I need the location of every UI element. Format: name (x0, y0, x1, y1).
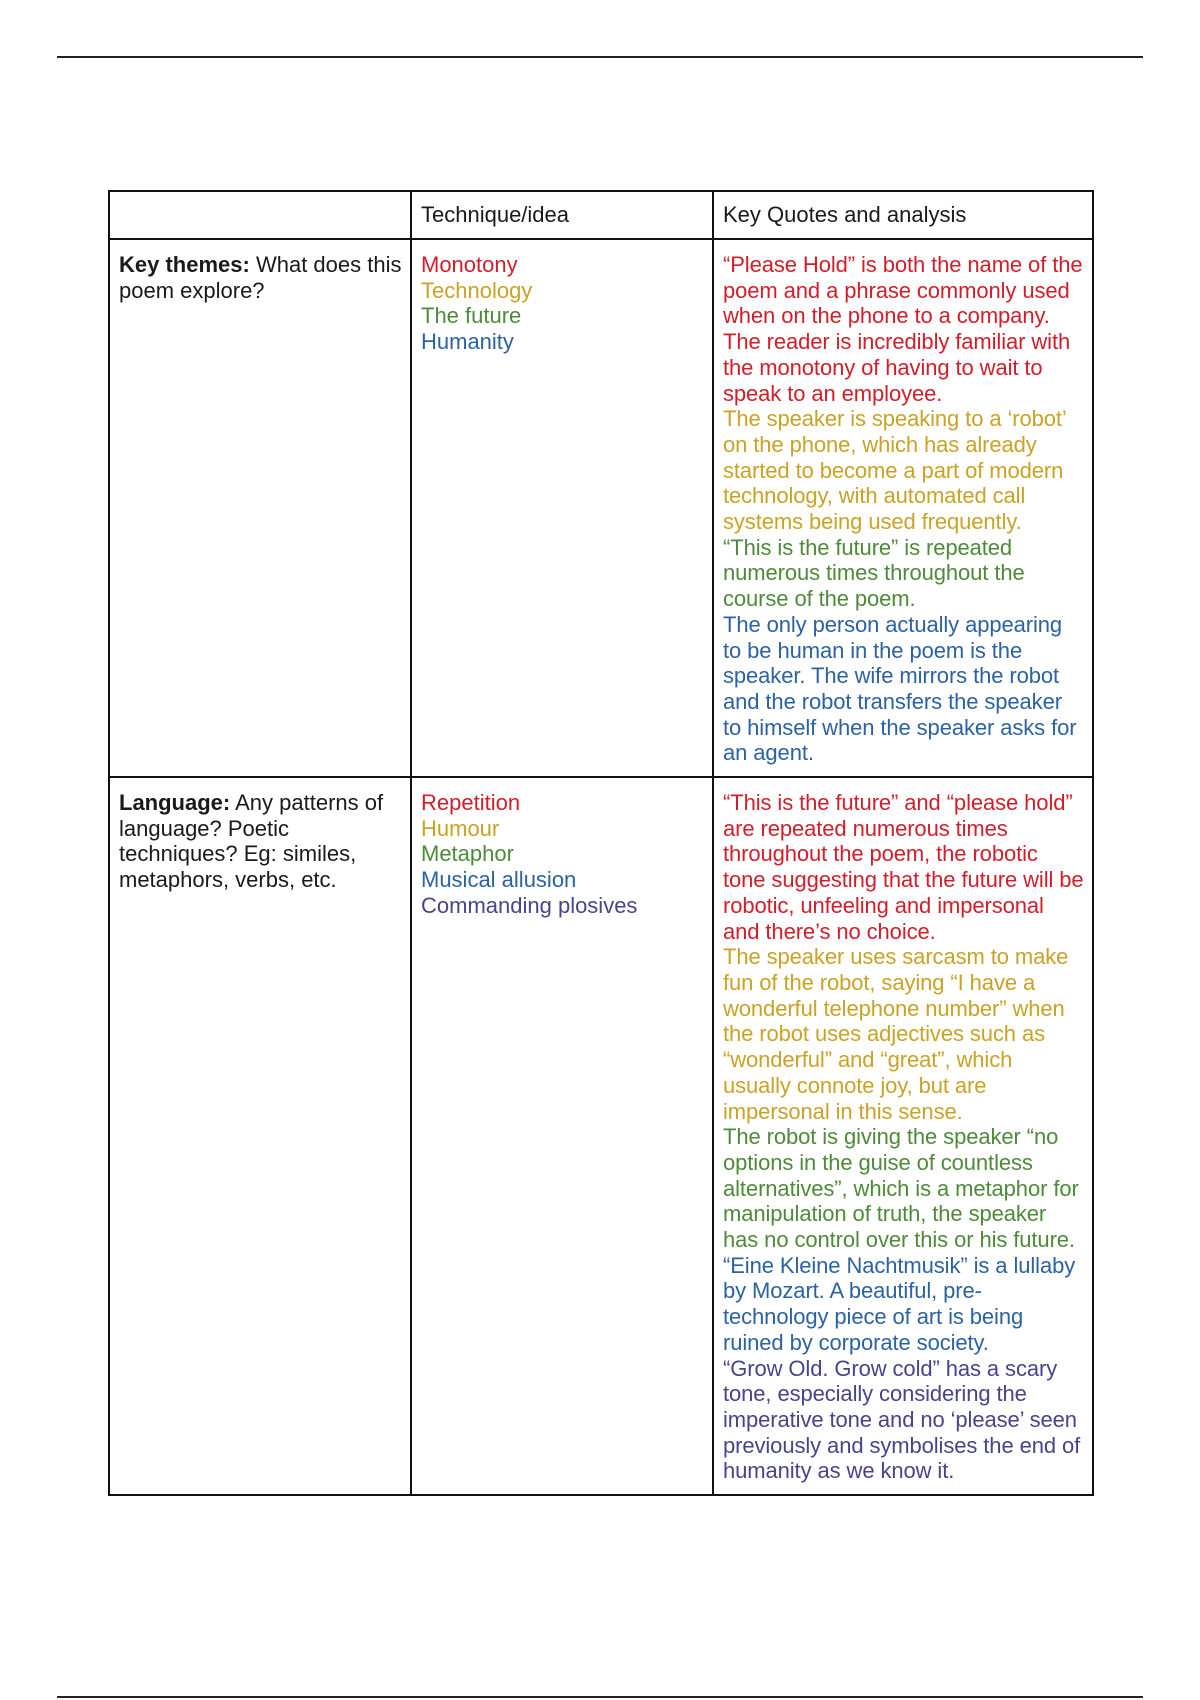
footer-rule (57, 1696, 1143, 1698)
analysis-paragraph: “This is the future” and “please hold” are repeated numerous times throughout the poem, the robotic tone suggesting that the future will be robotic, unfeeling and impersonal and there’s no choice. (723, 790, 1084, 944)
technique-item: Humanity (421, 329, 514, 355)
technique-item: Commanding plosives (421, 892, 638, 918)
analysis-cell (713, 777, 1093, 1495)
analysis-paragraph: The speaker uses sarcasm to make fun of the robot, saying “I have a wonderful telephone number” when the robot uses adjectives such as “wonderful” and “great”, which usually connote joy, but are impersonal in this sense. (723, 944, 1069, 1124)
analysis-paragraph: The only person actually appearing to be human in the poem is the speaker. The wife mirrors the robot and the robot transfers the speaker to himself when the speaker asks for an agent. (723, 611, 1077, 766)
technique-item: The future (421, 303, 522, 329)
technique-item: Repetition (421, 790, 521, 816)
technique-item: Monotony (421, 252, 518, 277)
header-cell-quotes: Key Quotes and analysis (713, 191, 1093, 239)
analysis-paragraph: “Grow Old. Grow cold” has a scary tone, especially considering the imperative tone and no ‘please’ seen previously and symbolises the end of humanity as we know it. (723, 1355, 1081, 1484)
analysis-paragraph: “This is the future” is repeated numerous times throughout the course of the poem. (723, 534, 1025, 612)
technique-item: Humour (421, 815, 500, 841)
analysis-cell (713, 239, 1093, 777)
row-label-language (109, 777, 411, 1495)
row-label-prompt: Any patterns of language? Poetic techniques? Eg: similes, metaphors, verbs, etc. (119, 790, 384, 893)
header-cell-technique: Technique/idea (411, 191, 713, 239)
row-label-bold: Key themes: (119, 252, 250, 277)
technique-item: Technology (421, 277, 533, 303)
analysis-table (108, 190, 1094, 1496)
row-label-prompt: What does this poem explore? (119, 252, 402, 303)
row-label-bold: Language: (119, 790, 231, 816)
row-label-key-themes (109, 239, 411, 777)
header-rule (57, 56, 1143, 58)
technique-item: Musical allusion (421, 867, 577, 893)
technique-list (411, 239, 713, 777)
analysis-paragraph: The robot is giving the speaker “no options in the guise of countless alternatives”, which is a metaphor for manipulation of truth, the speaker has no control over this or his future. (723, 1124, 1079, 1253)
table-header-row (109, 191, 1093, 239)
table-row-language (109, 777, 1093, 1495)
technique-item: Metaphor (421, 841, 514, 867)
table-row-key-themes (109, 239, 1093, 777)
technique-list (411, 777, 713, 1495)
analysis-paragraph: “Eine Kleine Nachtmusik” is a lullaby by Mozart. A beautiful, pre-technology piece of art is being ruined by corporate society. (723, 1252, 1076, 1355)
header-cell-blank (109, 191, 411, 239)
analysis-paragraph: The speaker is speaking to a ‘robot’ on the phone, which has already started to become a part of modern technology, with automated call systems being used frequently. (723, 406, 1066, 535)
analysis-paragraph: “Please Hold” is both the name of the poem and a phrase commonly used when on the phone to a company. The reader is incredibly familiar with the monotony of having to wait to speak to an employee. (723, 252, 1083, 406)
